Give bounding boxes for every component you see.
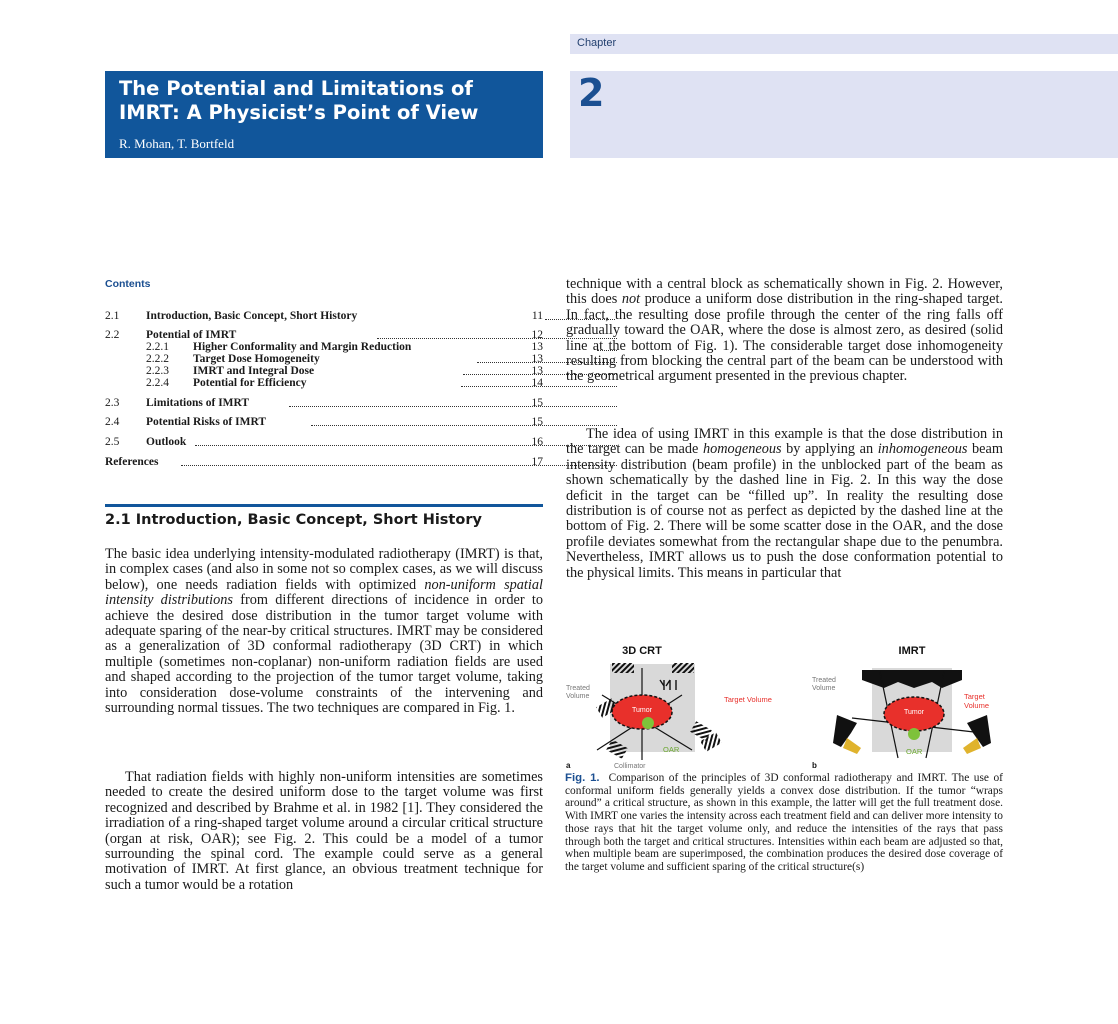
panel-b-letter: b xyxy=(812,761,817,770)
toc-page: 11 xyxy=(531,310,543,322)
body-paragraph: That radiation fields with highly non-uniform intensities are sometimes needed to create the desired uniform dose to the target volume was first recognized and described by Brahme et al. in 1982 [1]. They considered the irradiation of a ring-shaped target volume around a circular critical structure (organ at risk, OAR); see Fig. 2. This could be a model of a tumor surrounding the spinal cord. The example could serve as a general motivation of IMRT. At first glance, an obvious treatment technique for such a tumor would be a rotation xyxy=(105,769,543,893)
toc-label: Outlook xyxy=(146,436,187,448)
toc-number: 2.3 xyxy=(105,397,120,409)
toc-entry[interactable] xyxy=(105,436,543,451)
chapter-header-band xyxy=(570,34,1118,54)
toc-number: 2.2 xyxy=(105,329,120,341)
caption-text: Comparison of the principles of 3D conformal radiotherapy and IMRT. The use of conformal uniform fields generally yields a convex dose distribution. If the tumor “wraps around” a critical structure, as shown in this example, the latter will get the full treatment dose. With IMRT one varies the intensity across each treatment field and can deliver more intensity to those rays that hit the target volume only, and reduce the intensities of the rays that pass through both the target and critical structures. Intensities within each beam are adjusted so that, when multiple beam are superimposed, the combination produces the desired dose coverage of the target volume and sufficient sparing of the critical structure(s) xyxy=(565,772,1003,873)
chapter-number-box xyxy=(570,71,1118,158)
panel-a-title: 3D CRT xyxy=(622,645,662,657)
emphasis-text: inhomogeneous xyxy=(877,441,968,458)
toc-number: 2.2.4 xyxy=(146,377,169,389)
toc-page: 12 xyxy=(531,329,543,341)
tumor-label: Tumor xyxy=(904,709,924,716)
modulated-field xyxy=(967,715,991,747)
text-run: The basic idea underlying intensity-modulated radiotherapy (IMRT) is that, in complex cases (and also in some not so complex cases, as we will discuss below), one needs radiation fields with optimized xyxy=(105,546,543,593)
text-run: by applying an xyxy=(781,441,878,458)
toc-label: IMRT and Integral Dose xyxy=(193,365,315,377)
toc-label: Introduction, Basic Concept, Short History xyxy=(146,310,358,322)
toc-entry[interactable] xyxy=(105,377,543,392)
emphasis-text: non-uniform spatial intensity distributions xyxy=(105,576,543,609)
toc-page: 13 xyxy=(531,341,543,353)
treated-volume-label: Treated Volume xyxy=(812,677,836,692)
toc-entry[interactable] xyxy=(105,310,543,325)
collimator-jaw xyxy=(612,663,634,673)
chapter-authors: R. Mohan, T. Bortfeld xyxy=(119,136,235,151)
toc-entry[interactable] xyxy=(105,456,543,471)
section-rule xyxy=(105,504,543,507)
target-volume-label: Target Volume xyxy=(724,695,772,704)
toc-page: 13 xyxy=(531,353,543,365)
emphasis-text: not xyxy=(621,291,641,308)
toc-label: Target Dose Homogeneity xyxy=(193,353,320,365)
oar-label: OAR xyxy=(906,747,923,756)
section-heading: 2.1 Introduction, Basic Concept, Short History xyxy=(105,512,482,528)
panel-3d-crt xyxy=(566,645,772,770)
modulated-field xyxy=(862,670,962,688)
chapter-title: The Potential and Limitations of IMRT: A Physicist’s Point of View xyxy=(119,77,479,124)
tumor-label: Tumor xyxy=(632,707,652,714)
toc-number: 2.4 xyxy=(105,416,120,428)
figure-label: Fig. 1. xyxy=(565,772,600,784)
panel-imrt xyxy=(812,645,991,770)
collimator-label: Collimator xyxy=(614,763,646,770)
toc-entry[interactable] xyxy=(105,416,543,431)
oar-label: OAR xyxy=(663,745,680,754)
chapter-number: 2 xyxy=(578,71,605,115)
toc-number: 2.5 xyxy=(105,436,120,448)
toc-label: Potential of IMRT xyxy=(146,329,237,341)
text-run: from different directions of incidence in order to achieve the desired dose distribution in the tumor target volume with adequate sparing of the near-by critical structures. IMRT may be considered as a generalization of 3D conformal radiotherapy (3D CRT) in which multiple (sometimes non-coplanar) non-uniform radiation fields are used and shaped according to the projection of the tumor target volume, taking into consideration dose-volume constraints of the intervening and surrounding normal tissues. The two techniques are compared in Fig. 1. xyxy=(105,592,543,717)
oar-shape xyxy=(908,728,920,740)
toc-leader xyxy=(181,456,617,466)
body-paragraph xyxy=(566,277,1003,385)
toc-leader xyxy=(289,397,617,407)
oar-shape xyxy=(642,717,654,729)
toc-page: 17 xyxy=(531,456,543,468)
panel-a-letter: a xyxy=(566,761,571,770)
toc-page: 14 xyxy=(531,377,543,389)
toc-label: Potential Risks of IMRT xyxy=(146,416,267,428)
figure-1-diagram xyxy=(562,640,1007,772)
toc-leader xyxy=(311,416,617,426)
collimator-jaw xyxy=(672,663,694,673)
text-run: technique with a central block as schematically shown in Fig. 2. However, this does xyxy=(566,276,1003,308)
chapter-label: Chapter xyxy=(577,37,617,49)
text-run: beam intensity distribution (beam profile) in the unblocked part of the beam as shown schematically by the dashed line in Fig. 2. In this way the dose deficit in the target can be “filled up”. In reality the resulting dose distribution is of course not as perfect as depicted by the dashed line at the bottom of Fig. 2. There will be some scatter dose in the OAR, and the dose profile deviates somewhat from the rectangular shape due to the penumbra. Nevertheless, IMRT allows us to push the dose conformation potential to the physical limits. This means in particular that xyxy=(566,441,1003,581)
toc-page: 13 xyxy=(531,365,543,377)
toc-label: References xyxy=(105,456,159,468)
modulated-field xyxy=(833,715,857,747)
panel-b-title: IMRT xyxy=(898,645,926,657)
body-paragraph xyxy=(566,427,1003,581)
toc-number: 2.2.3 xyxy=(146,365,169,377)
toc-page: 16 xyxy=(531,436,543,448)
target-volume-label: Target Volume xyxy=(964,692,990,710)
toc-label: Potential for Efficiency xyxy=(193,377,307,389)
text-run: produce a uniform dose distribution in the ring-shaped target. In fact, the resulting dose profile through the center of the ring falls off gradually toward the OAR, where the dose is almost zero, as desired (solid line at the bottom of Fig. 1). The considerable target dose inhomogeneity resulting from blocking the central part of the beam can be understood with the geometrical argument presented in the previous chapter. xyxy=(566,291,1003,385)
contents-heading: Contents xyxy=(105,278,151,290)
toc-label: Higher Conformality and Margin Reduction xyxy=(193,341,412,353)
figure-caption xyxy=(565,772,1003,874)
toc-page: 15 xyxy=(531,416,543,428)
toc-number: 2.2.2 xyxy=(146,353,169,365)
treated-volume-label: Treated Volume xyxy=(566,685,590,700)
text-run: The idea of using IMRT in this example is that the dose distribution in the target can be made xyxy=(566,426,1003,458)
toc-leader xyxy=(195,436,617,446)
toc-entry[interactable] xyxy=(105,397,543,412)
toc-number: 2.1 xyxy=(105,310,120,322)
toc-number: 2.2.1 xyxy=(146,341,169,353)
toc-label: Limitations of IMRT xyxy=(146,397,250,409)
emphasis-text: homogeneous xyxy=(702,441,782,458)
toc-page: 15 xyxy=(531,397,543,409)
body-paragraph xyxy=(105,547,543,716)
